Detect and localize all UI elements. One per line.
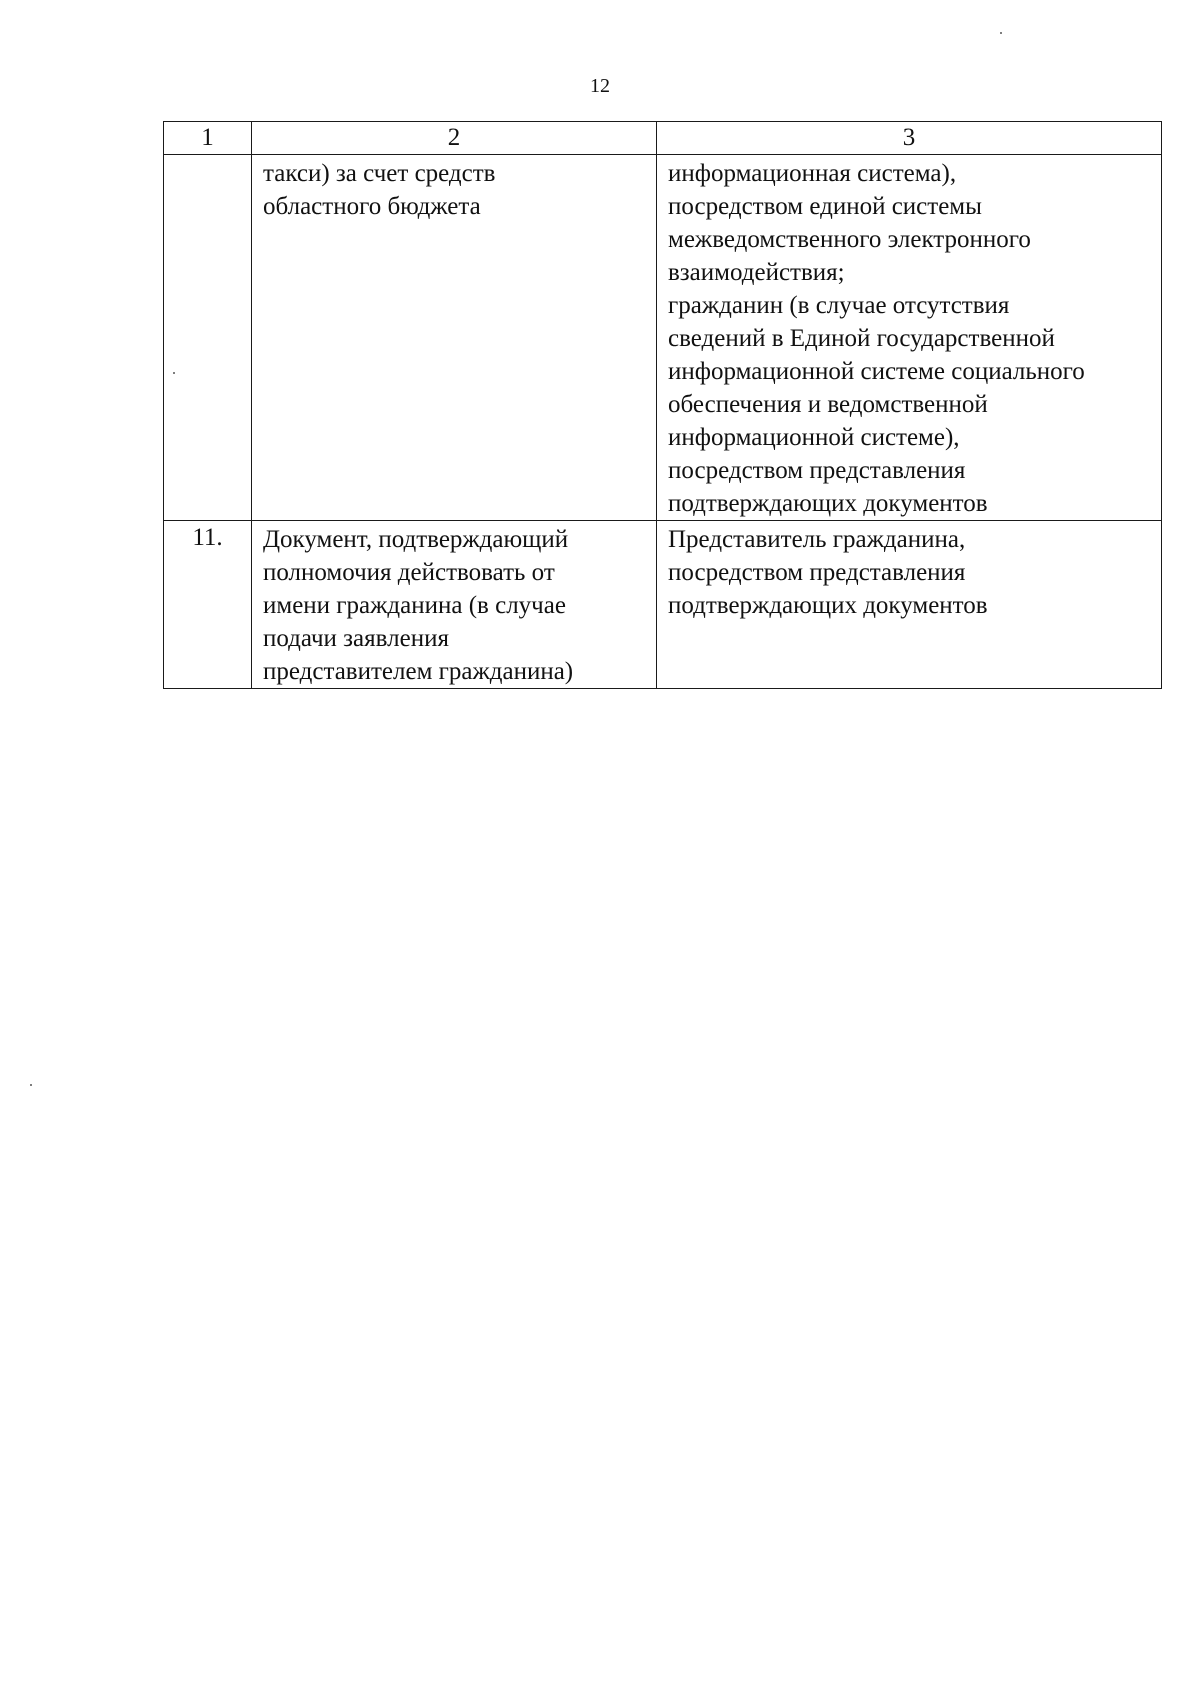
row-number: 11. bbox=[192, 524, 223, 551]
document-text: Документ, подтверждающий полномочия действовать от имени гражданина (в случае подачи заявления представителем гражданина) bbox=[263, 526, 574, 685]
column-header-1: 1 bbox=[164, 122, 252, 155]
column-header-3: 3 bbox=[657, 122, 1162, 155]
document-text: такси) за счет средств областного бюджета bbox=[263, 160, 496, 220]
row-number-cell bbox=[164, 521, 252, 689]
page-number: 12 bbox=[590, 75, 610, 97]
source-cell bbox=[657, 521, 1162, 689]
column-header-2: 2 bbox=[252, 122, 657, 155]
scan-speck bbox=[173, 372, 175, 374]
table-row bbox=[164, 521, 1162, 689]
source-text: информационная система), посредством единой системы межведомственного электронного взаимодействия; гражданин (в случае отсутствия сведений в Единой государственной информационной системе социального обеспечения и ведомственной информационной системе), посредством представления подтверждающих документов bbox=[668, 160, 1085, 517]
scan-speck bbox=[30, 1084, 32, 1086]
document-cell bbox=[252, 521, 657, 689]
source-cell bbox=[657, 155, 1162, 521]
table-header-row bbox=[164, 122, 1162, 155]
row-number-cell bbox=[164, 155, 252, 521]
document-cell bbox=[252, 155, 657, 521]
table-row bbox=[164, 155, 1162, 521]
scan-speck bbox=[1000, 32, 1002, 34]
source-text: Представитель гражданина, посредством представления подтверждающих документов bbox=[668, 526, 988, 619]
requirements-table bbox=[163, 121, 1162, 689]
